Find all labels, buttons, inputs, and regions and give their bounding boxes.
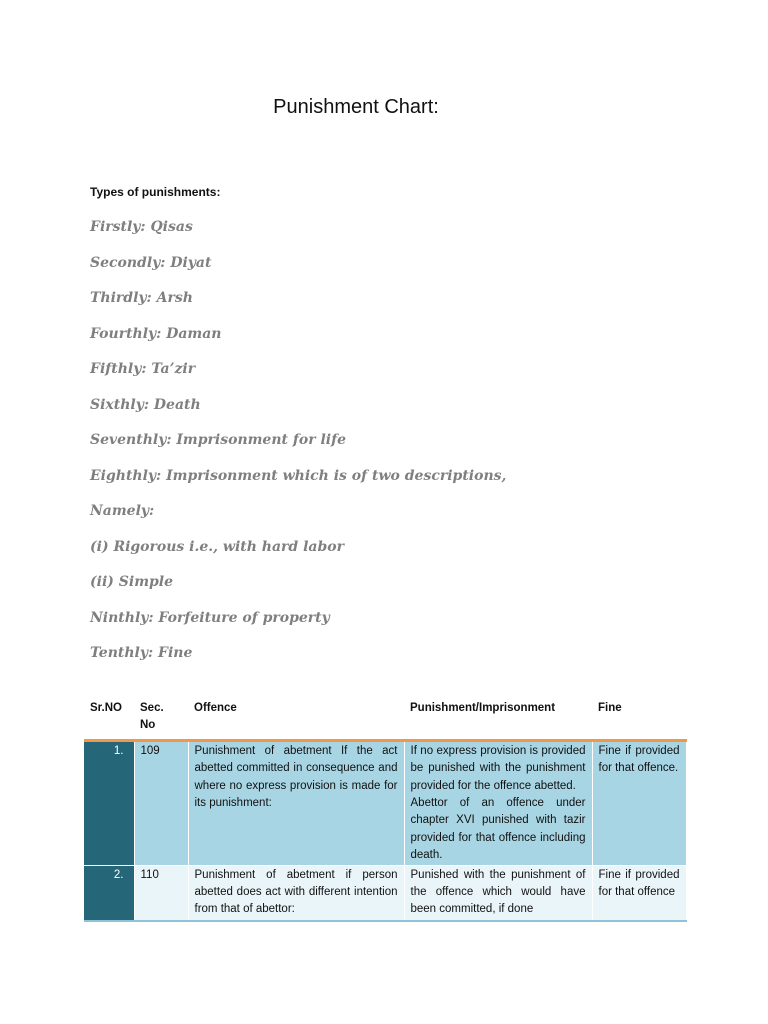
- cell-punishment: Punished with the punishment of the offence which would have been committed, if done: [404, 865, 592, 921]
- page-title: Punishment Chart:: [273, 96, 439, 118]
- type-item: Ninthly: Forfeiture of property: [90, 609, 330, 626]
- cell-sec-no: 110: [134, 865, 188, 921]
- type-item: Fifthly: Ta’zir: [90, 361, 196, 377]
- header-punishment: Punishment/Imprisonment: [404, 698, 592, 740]
- cell-fine: Fine if provided for that offence.: [592, 740, 686, 865]
- cell-punishment: [404, 740, 592, 865]
- header-offence: Offence: [188, 698, 404, 740]
- cell-offence: Punishment of abetment if person abetted does act with different intention from that of abettor:: [188, 865, 404, 921]
- type-item: Firstly: Qisas: [90, 219, 193, 235]
- table-row: [84, 865, 686, 921]
- type-item: Namely:: [90, 503, 155, 519]
- type-item: Seventhly: Imprisonment for life: [90, 432, 347, 448]
- type-item: (i) Rigorous i.e., with hard labor: [90, 538, 344, 555]
- types-heading: Types of punishments:: [90, 185, 221, 199]
- punishment-table: [84, 698, 687, 922]
- header-sec-no: Sec. No: [134, 698, 188, 740]
- punishment-text: If no express provision is provided be punished with the punishment provided for the offence abetted.: [410, 744, 586, 792]
- cell-fine: Fine if provided for that offence: [592, 865, 686, 921]
- cell-sec-no: 109: [134, 740, 188, 865]
- types-list: [90, 217, 506, 679]
- type-item: Sixthly: Death: [90, 396, 201, 413]
- type-item: Fourthly: Daman: [90, 325, 222, 342]
- table-header-row: [84, 698, 686, 740]
- type-item: Secondly: Diyat: [90, 254, 212, 271]
- type-item: Eighthly: Imprisonment which is of two descriptions,: [90, 467, 507, 484]
- cell-offence: Punishment of abetment If the act abetted committed in consequence and where no express provision is made for its punishment:: [188, 740, 404, 865]
- cell-srno: 1.: [84, 740, 134, 865]
- type-item: Thirdly: Arsh: [90, 290, 193, 306]
- type-item: Tenthly: Fine: [90, 645, 193, 661]
- table-row: [84, 740, 686, 865]
- type-item: (ii) Simple: [90, 574, 174, 590]
- punishment-text: Abettor of an offence under chapter XVI punished with tazir provided for that offence including death.: [410, 797, 586, 862]
- cell-srno: 2.: [84, 865, 134, 921]
- header-fine: Fine: [592, 698, 686, 740]
- header-srno: Sr.NO: [84, 698, 134, 740]
